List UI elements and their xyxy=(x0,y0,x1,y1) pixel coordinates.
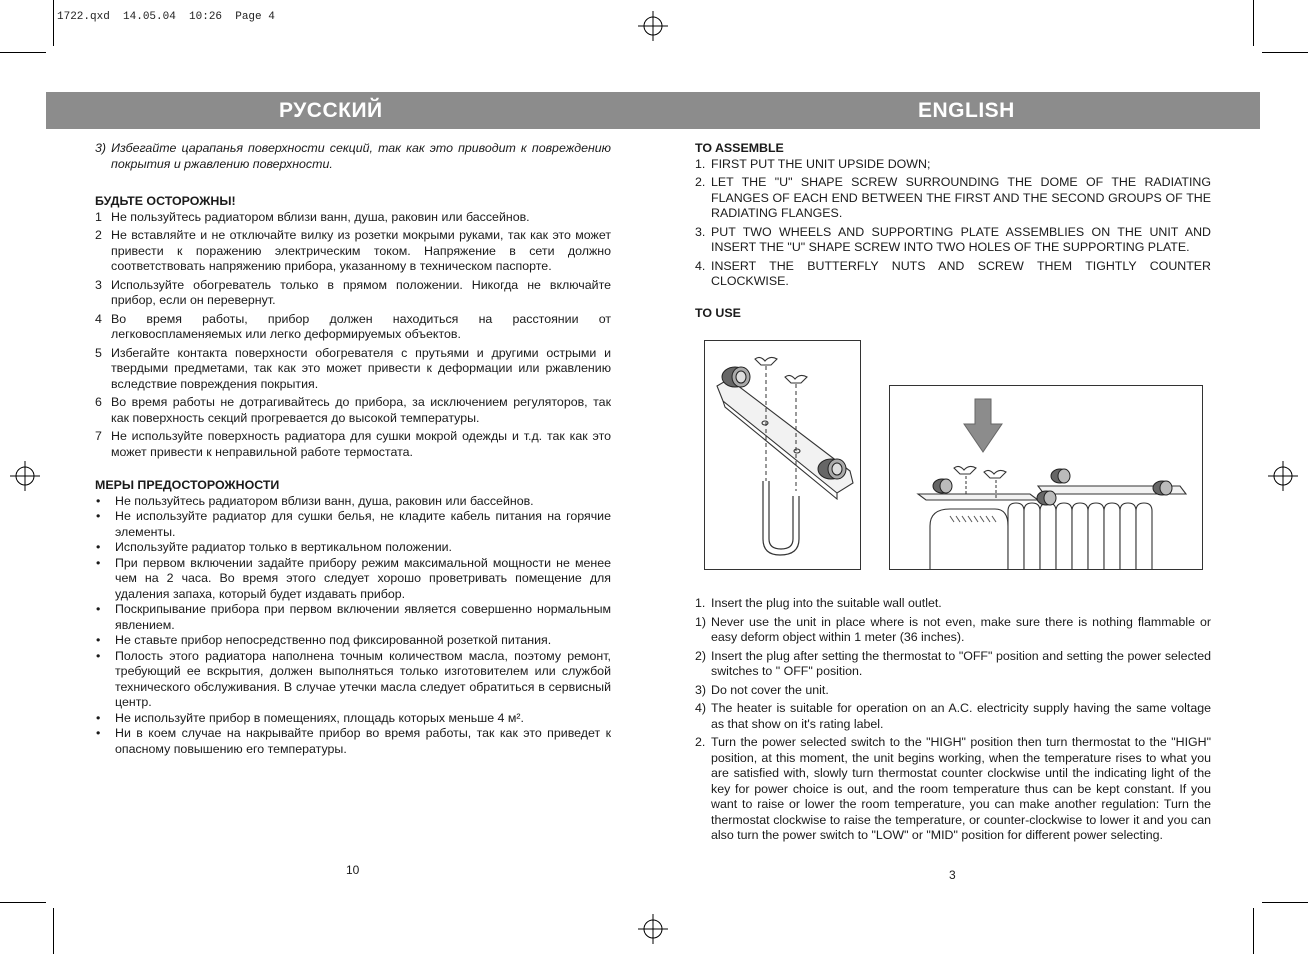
list-item: • Не ставьте прибор непосредственно под фиксированной розеткой питания. xyxy=(96,633,552,647)
list-item: • Ни в коем случае на накрывайте прибор во время работы, так как это приведет к опасному повышению его температуры. xyxy=(96,726,611,756)
russian-title: РУССКИЙ xyxy=(279,99,383,122)
list-item: • Не используйте прибор в помещениях, площадь которых меньше 4 м². xyxy=(96,710,524,725)
list-item: 5 Избегайте контакта поверхности обогревателя с прутьями и другими острыми и твердыми предметами, так как это может привести к деформации или ржавлению вследствие повреждения покрытия. xyxy=(95,345,611,391)
list-item: • При первом включении задайте прибору режим максимальной мощности не менее чем на 2 часа. Во время этого следует хорошо проветривать помещение для удаления запаха, который будет издавать прибор. xyxy=(96,555,611,601)
english-assemble-section xyxy=(695,141,1211,321)
language-banner xyxy=(46,92,1260,129)
careful-heading: БУДЬТЕ ОСТОРОЖНЫ! xyxy=(95,194,236,208)
list-item: • Не используйте радиатор для сушки белья, не кладите кабель питания на горячие элементы. xyxy=(96,509,611,539)
list-item: 6 Во время работы не дотрагивайтесь до прибора, за исключением регуляторов, так как поверхность секций прогревается до высокой температуры. xyxy=(95,395,611,425)
careful-list xyxy=(95,210,611,461)
registration-mark-left xyxy=(10,461,40,491)
list-item: 4 Во время работы, прибор должен находиться на расстоянии от легковоспламеняемых или легко деформируемых объектов. xyxy=(95,311,611,341)
use-heading: TO USE xyxy=(695,305,741,320)
list-item: 3 Используйте обогреватель только в прямом положении. Никогда не включайте прибор, если он перевернут. xyxy=(95,277,611,307)
list-item: 7 Не используйте поверхность радиатора для сушки мокрой одежды и т.д. так как это может привести к неправильной работе термостата. xyxy=(95,429,611,459)
list-item: • Не пользуйтесь радиатором вблизи ванн, душа, раковин или бассейнов. xyxy=(96,493,534,508)
precautions-list xyxy=(95,494,611,758)
list-item: 1 Не пользуйтесь радиатором вблизи ванн, душа, раковин или бассейнов. xyxy=(95,209,530,224)
list-item: • Используйте радиатор только в вертикальном положении. xyxy=(96,540,452,554)
list-item: 2 Не вставляйте и не отключайте вилку из розетки мокрыми руками, так как это может привести к поражению электрическим током. Напряжение в сети должно соответствовать напряжению прибора, указанному в техническом паспорте. xyxy=(95,228,611,273)
assemble-list xyxy=(695,157,1211,290)
list-item: • Полость этого радиатора наполнена точным количеством масла, поэтому ремонт, требующий ее вскрытия, должен выполняться только изготовителем или службой технического обслуживания. В случае утечки масла следует обратиться в сервисный центр. xyxy=(96,648,611,709)
registration-mark-right xyxy=(1268,461,1298,491)
use-list xyxy=(695,596,1211,844)
page-number-right: 3 xyxy=(949,868,956,882)
list-item: 2. Turn the power selected switch to the "HIGH" position then turn thermostat to the "HIGH" position, at this moment, the unit begins working, when the temperature rises to what you are satisfied with, slowly turn thermostat counter clockwise until the indicating light of the key for power choice is out, and the room temperature thus can be kept constant. If you want to raise or lower the room temperature, you can make another regulation: Turn the thermostat clockwise to raise the temperature, or counter-clockwise to lower it and you can also turn the power switch to "LOW" or "MID" position for different power selecting. xyxy=(695,735,1211,842)
list-item: • Поскрипывание прибора при первом включении является совершенно нормальным явлением. xyxy=(96,602,611,632)
intro-note: 3) Избегайте царапанья поверхности секций, так как это приводит к повреждению покрытия и ржавлению поверхности. xyxy=(95,141,611,171)
registration-mark-bottom xyxy=(638,914,668,944)
list-item: 2. LET THE "U" SHAPE SCREW SURROUNDING THE DOME OF THE RADIATING FLANGES OF EACH END BETWEEN THE FIRST AND THE SECOND GROUPS OF THE RADIATING FLANGES. xyxy=(695,175,1211,220)
file-slug: 1722.qxd 14.05.04 10:26 Page 4 xyxy=(57,11,275,23)
list-item: 1. Insert the plug into the suitable wall outlet. xyxy=(695,596,942,610)
russian-column xyxy=(95,141,611,757)
english-use-section xyxy=(695,596,1211,847)
assemble-heading: TO ASSEMBLE xyxy=(695,141,784,155)
list-item: 4. INSERT THE BUTTERFLY NUTS AND SCREW THEM TIGHTLY COUNTER CLOCKWISE. xyxy=(695,258,1211,288)
registration-mark-top xyxy=(638,11,668,41)
english-title: ENGLISH xyxy=(918,99,1015,122)
list-item: 1. FIRST PUT THE UNIT UPSIDE DOWN; xyxy=(695,156,931,171)
page-number-left: 10 xyxy=(346,863,360,877)
list-item: 1) Never use the unit in place where is not even, make sure there is nothing flammable or easy deform object within 1 meter (36 inches). xyxy=(695,614,1211,644)
list-item: 2) Insert the plug after setting the thermostat to "OFF" position and setting the power selected switches to " OFF" position. xyxy=(695,648,1211,678)
radiator-wheel-assembly-illustration xyxy=(889,385,1203,570)
precautions-heading: МЕРЫ ПРЕДОСТОРОЖНОСТИ xyxy=(95,478,280,492)
list-item: 3. PUT TWO WHEELS AND SUPPORTING PLATE ASSEMBLIES ON THE UNIT AND INSERT THE "U" SHAPE SCREW INTO TWO HOLES OF THE SUPPORTING PLATE. xyxy=(695,224,1211,254)
list-item: 4) The heater is suitable for operation on an A.C. electricity supply having the same voltage as that show on it's rating label. xyxy=(695,701,1211,731)
wheel-bracket-u-screw-illustration xyxy=(704,340,861,570)
list-item: 3) Do not cover the unit. xyxy=(695,682,829,697)
